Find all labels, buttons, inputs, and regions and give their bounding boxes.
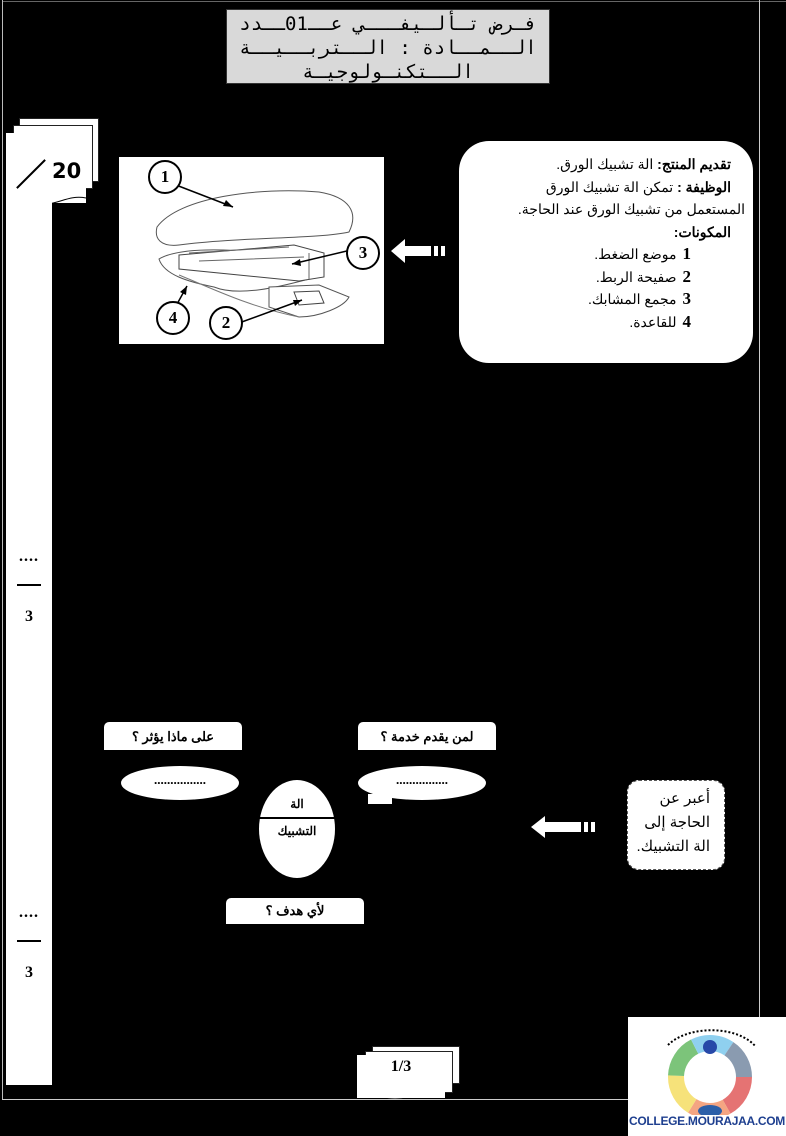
score-blank: .... (19, 548, 39, 565)
product-name-2: التشبيك (277, 824, 317, 838)
header-subject: الــمــادة : الــتربــيــة (239, 37, 537, 59)
margin-mark-1 (6, 548, 52, 626)
components-list (469, 243, 731, 333)
function-line-2: المستعمل من تشبيك الورق عند الحاجة. (517, 201, 745, 217)
question-serves: لمن يقدم خدمة ؟ (358, 722, 496, 750)
function-label: الوظيفة : (677, 178, 731, 195)
stapler-figure (119, 157, 384, 344)
product-name-1: الة (290, 797, 304, 811)
header-subject-2: الــتكنـولوجيـة (302, 61, 474, 83)
question-purpose: لأي هدف ؟ (226, 898, 364, 924)
product-line (469, 153, 731, 176)
score-blank: .... (19, 904, 39, 921)
instruction-line-1: أعبر عن (659, 790, 710, 807)
fraction-bar (17, 940, 41, 942)
instruction-card (627, 780, 725, 870)
page-border-top (2, 1, 786, 2)
instruction-line-3: الة التشبيك. (636, 838, 710, 855)
header-title: فـرض تـألـيفـــي عــ01ــدد (239, 13, 537, 35)
function-line (469, 176, 731, 199)
callout-2: 2 (209, 306, 243, 340)
arrow-left-icon (531, 815, 597, 839)
answer-serves-field[interactable]: ................ (358, 766, 486, 800)
page-border-bottom (2, 1099, 628, 1100)
points-value: 3 (25, 964, 33, 981)
arrow-left-icon (391, 238, 449, 264)
score-total: 20 (52, 159, 82, 183)
component-item: 4للقاعدة. (629, 311, 691, 331)
points-value: 3 (25, 608, 33, 625)
product-label: تقديم المنتج: (657, 156, 731, 172)
question-affects: على ماذا يؤثر ؟ (104, 722, 242, 750)
answer-affects-field[interactable]: ................ (121, 766, 239, 800)
component-item: 3مجمع المشابك. (587, 289, 691, 308)
component-item: 1موضع الضغط. (594, 244, 691, 263)
logo-text[interactable]: COLLEGE.MOURAJAA.COM (628, 1114, 785, 1128)
exam-header (226, 9, 550, 84)
instruction-line-2: الحاجة إلى (644, 814, 710, 831)
product-info-card (459, 141, 753, 363)
page-number: 1/3 (390, 1058, 412, 1075)
ellipse-tail (368, 794, 392, 804)
callout-3: 3 (346, 236, 380, 270)
component-item: 2صفيحة الربط. (595, 266, 691, 286)
logo-ring-icon (628, 1017, 786, 1115)
product-ellipse-divider (259, 817, 335, 819)
components-label: المكونات: (673, 223, 731, 240)
fraction-bar (17, 584, 41, 586)
callout-4: 4 (156, 301, 190, 335)
product-value: الة تشبيك الورق. (556, 156, 658, 172)
margin-mark-2 (6, 904, 52, 982)
function-value: تمكن الة تشبيك الورق (545, 178, 678, 195)
page-sheet-wave (357, 1090, 445, 1102)
page-border-left (2, 0, 3, 1099)
page-border-right (759, 0, 760, 1018)
callout-1: 1 (148, 160, 182, 194)
